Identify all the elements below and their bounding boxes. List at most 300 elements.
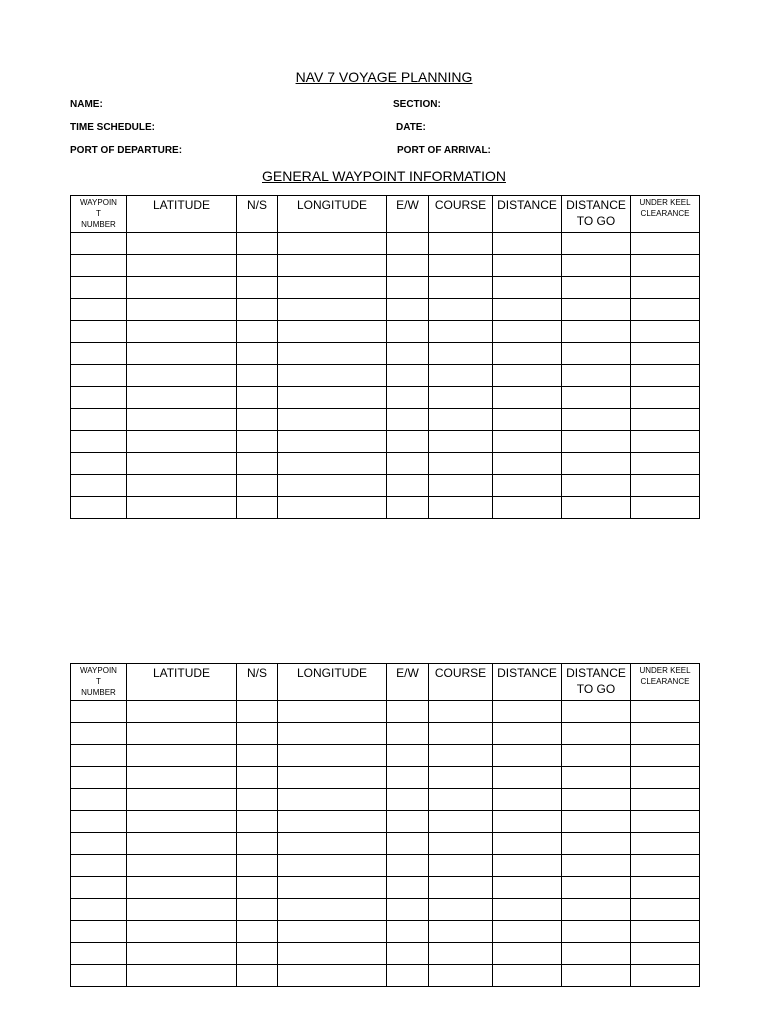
table-cell[interactable] xyxy=(631,255,700,277)
table-cell[interactable] xyxy=(237,965,278,987)
table-row xyxy=(71,277,700,299)
table-cell[interactable] xyxy=(493,431,562,453)
table-cell[interactable] xyxy=(562,365,631,387)
table-cell[interactable] xyxy=(387,365,429,387)
table-cell[interactable] xyxy=(71,365,127,387)
table-cell[interactable] xyxy=(631,701,700,723)
table-cell[interactable] xyxy=(387,475,429,497)
table-cell[interactable] xyxy=(562,855,631,877)
table-cell[interactable] xyxy=(71,811,127,833)
table-row xyxy=(71,943,700,965)
table-cell[interactable] xyxy=(71,299,127,321)
table-cell[interactable] xyxy=(493,701,562,723)
table-cell[interactable] xyxy=(429,877,493,899)
table-cell[interactable] xyxy=(278,767,387,789)
table-cell[interactable] xyxy=(71,965,127,987)
table-cell[interactable] xyxy=(71,723,127,745)
table-cell[interactable] xyxy=(387,233,429,255)
column-header-line: TO GO xyxy=(576,682,616,696)
table-cell[interactable] xyxy=(237,233,278,255)
table-row xyxy=(71,833,700,855)
table-cell[interactable] xyxy=(387,899,429,921)
table-cell[interactable] xyxy=(387,833,429,855)
table-cell[interactable] xyxy=(278,431,387,453)
table-cell[interactable] xyxy=(429,233,493,255)
column-header xyxy=(71,664,127,701)
table-cell[interactable] xyxy=(429,299,493,321)
column-header-line: UNDER KEEL xyxy=(639,666,691,675)
table-cell[interactable] xyxy=(387,877,429,899)
table-cell[interactable] xyxy=(127,497,237,519)
table-cell[interactable] xyxy=(429,965,493,987)
table-cell[interactable] xyxy=(493,811,562,833)
table-cell[interactable] xyxy=(127,965,237,987)
table-cell[interactable] xyxy=(71,277,127,299)
table-cell[interactable] xyxy=(237,701,278,723)
table-cell[interactable] xyxy=(429,453,493,475)
table-row xyxy=(71,343,700,365)
table-cell[interactable] xyxy=(71,899,127,921)
table-cell[interactable] xyxy=(278,855,387,877)
table-cell[interactable] xyxy=(127,811,237,833)
table-cell[interactable] xyxy=(237,299,278,321)
table-cell[interactable] xyxy=(429,431,493,453)
table-cell[interactable] xyxy=(631,343,700,365)
table-cell[interactable] xyxy=(387,811,429,833)
table-cell[interactable] xyxy=(429,833,493,855)
table-cell[interactable] xyxy=(127,277,237,299)
table-cell[interactable] xyxy=(562,723,631,745)
table-cell[interactable] xyxy=(562,475,631,497)
table-cell[interactable] xyxy=(237,387,278,409)
column-header xyxy=(278,196,387,233)
table-cell[interactable] xyxy=(127,255,237,277)
table-cell[interactable] xyxy=(237,921,278,943)
table-cell[interactable] xyxy=(237,343,278,365)
table-cell[interactable] xyxy=(562,453,631,475)
table-cell[interactable] xyxy=(237,899,278,921)
table-cell[interactable] xyxy=(278,745,387,767)
table-row xyxy=(71,767,700,789)
table-cell[interactable] xyxy=(237,811,278,833)
table-body xyxy=(71,233,700,519)
table-cell[interactable] xyxy=(237,321,278,343)
table-cell[interactable] xyxy=(429,899,493,921)
table-cell[interactable] xyxy=(237,767,278,789)
column-header xyxy=(127,664,237,701)
table-cell[interactable] xyxy=(631,943,700,965)
table-cell[interactable] xyxy=(71,877,127,899)
table-cell[interactable] xyxy=(493,299,562,321)
column-header-line: T xyxy=(96,677,101,686)
table-cell[interactable] xyxy=(493,723,562,745)
table-cell[interactable] xyxy=(237,277,278,299)
table-cell[interactable] xyxy=(429,255,493,277)
column-header xyxy=(237,196,278,233)
table-cell[interactable] xyxy=(127,877,237,899)
table-cell[interactable] xyxy=(631,855,700,877)
column-header-line: E/W xyxy=(396,198,419,212)
waypoint-table-1 xyxy=(70,195,700,519)
table-cell[interactable] xyxy=(127,343,237,365)
table-cell[interactable] xyxy=(631,811,700,833)
column-header xyxy=(429,664,493,701)
table-cell[interactable] xyxy=(429,811,493,833)
table-row xyxy=(71,855,700,877)
table-cell[interactable] xyxy=(278,277,387,299)
table-cell[interactable] xyxy=(278,877,387,899)
table-cell[interactable] xyxy=(631,409,700,431)
table-cell[interactable] xyxy=(631,431,700,453)
table-cell[interactable] xyxy=(278,497,387,519)
table-cell[interactable] xyxy=(127,365,237,387)
table-cell[interactable] xyxy=(127,921,237,943)
column-header xyxy=(429,196,493,233)
table-cell[interactable] xyxy=(631,387,700,409)
table-cell[interactable] xyxy=(429,475,493,497)
table-cell[interactable] xyxy=(562,965,631,987)
table-cell[interactable] xyxy=(71,497,127,519)
table-cell[interactable] xyxy=(127,387,237,409)
table-cell[interactable] xyxy=(387,409,429,431)
table-cell[interactable] xyxy=(429,321,493,343)
table-cell[interactable] xyxy=(127,899,237,921)
table-row xyxy=(71,723,700,745)
column-header-line: LATITUDE xyxy=(152,666,211,680)
column-header xyxy=(631,664,700,701)
table-cell[interactable] xyxy=(127,453,237,475)
table-cell[interactable] xyxy=(278,965,387,987)
table-cell[interactable] xyxy=(562,255,631,277)
table-cell[interactable] xyxy=(387,343,429,365)
table-row xyxy=(71,701,700,723)
table-cell[interactable] xyxy=(631,233,700,255)
table-cell[interactable] xyxy=(493,877,562,899)
section-title: GENERAL WAYPOINT INFORMATION xyxy=(262,168,506,184)
table-row xyxy=(71,431,700,453)
table-cell[interactable] xyxy=(278,409,387,431)
section-label: SECTION: xyxy=(393,99,441,110)
column-header xyxy=(562,196,631,233)
table-cell[interactable] xyxy=(493,475,562,497)
table-cell[interactable] xyxy=(493,899,562,921)
table-cell[interactable] xyxy=(562,387,631,409)
table-cell[interactable] xyxy=(127,943,237,965)
table-cell[interactable] xyxy=(278,233,387,255)
table-cell[interactable] xyxy=(429,921,493,943)
table-cell[interactable] xyxy=(71,701,127,723)
table-cell[interactable] xyxy=(429,943,493,965)
table-cell[interactable] xyxy=(278,255,387,277)
table-cell[interactable] xyxy=(237,877,278,899)
table-cell[interactable] xyxy=(493,365,562,387)
table-row xyxy=(71,789,700,811)
table-row xyxy=(71,255,700,277)
table-cell[interactable] xyxy=(71,855,127,877)
table-cell[interactable] xyxy=(278,833,387,855)
table-cell[interactable] xyxy=(71,745,127,767)
table-row xyxy=(71,365,700,387)
table-cell[interactable] xyxy=(562,921,631,943)
table-cell[interactable] xyxy=(71,453,127,475)
table-cell[interactable] xyxy=(631,723,700,745)
table-cell[interactable] xyxy=(562,321,631,343)
table-cell[interactable] xyxy=(493,497,562,519)
table-cell[interactable] xyxy=(631,453,700,475)
table-row xyxy=(71,899,700,921)
table-cell[interactable] xyxy=(631,789,700,811)
table-cell[interactable] xyxy=(387,921,429,943)
table-cell[interactable] xyxy=(429,745,493,767)
table-cell[interactable] xyxy=(631,899,700,921)
table-cell[interactable] xyxy=(237,365,278,387)
table-cell[interactable] xyxy=(429,387,493,409)
table-cell[interactable] xyxy=(237,855,278,877)
table-cell[interactable] xyxy=(387,387,429,409)
table-cell[interactable] xyxy=(387,277,429,299)
table-cell[interactable] xyxy=(278,811,387,833)
table-cell[interactable] xyxy=(493,789,562,811)
table-cell[interactable] xyxy=(631,965,700,987)
table-cell[interactable] xyxy=(387,321,429,343)
waypoint-table-2 xyxy=(70,663,700,987)
table-cell[interactable] xyxy=(387,855,429,877)
table-cell[interactable] xyxy=(631,833,700,855)
table-cell[interactable] xyxy=(631,299,700,321)
table-cell[interactable] xyxy=(429,701,493,723)
table-cell[interactable] xyxy=(237,475,278,497)
column-header-line: CLEARANCE xyxy=(640,209,690,218)
table-cell[interactable] xyxy=(237,431,278,453)
table-cell[interactable] xyxy=(71,387,127,409)
column-header xyxy=(387,196,429,233)
table-header-row xyxy=(71,196,700,233)
table-cell[interactable] xyxy=(237,497,278,519)
table-cell[interactable] xyxy=(631,745,700,767)
table-row xyxy=(71,299,700,321)
table-cell[interactable] xyxy=(237,453,278,475)
table-cell[interactable] xyxy=(387,497,429,519)
table-cell[interactable] xyxy=(71,789,127,811)
table-cell[interactable] xyxy=(71,255,127,277)
table-cell[interactable] xyxy=(562,299,631,321)
table-cell[interactable] xyxy=(127,701,237,723)
port-of-arrival-label: PORT OF ARRIVAL: xyxy=(397,145,491,156)
table-row xyxy=(71,387,700,409)
table-cell[interactable] xyxy=(429,723,493,745)
column-header-line: UNDER KEEL xyxy=(639,198,691,207)
column-header-line: LATITUDE xyxy=(152,198,211,212)
table-cell[interactable] xyxy=(493,943,562,965)
table-cell[interactable] xyxy=(237,255,278,277)
table-cell[interactable] xyxy=(631,921,700,943)
table-cell[interactable] xyxy=(387,965,429,987)
table-row xyxy=(71,409,700,431)
table-cell[interactable] xyxy=(562,343,631,365)
document-title: NAV 7 VOYAGE PLANNING xyxy=(295,69,473,85)
table-cell[interactable] xyxy=(127,789,237,811)
column-header-line: WAYPOIN xyxy=(80,198,117,207)
table-cell[interactable] xyxy=(562,701,631,723)
table-cell[interactable] xyxy=(387,767,429,789)
table-cell[interactable] xyxy=(127,475,237,497)
table-row xyxy=(71,811,700,833)
table-row xyxy=(71,745,700,767)
date-label: DATE: xyxy=(396,122,426,133)
table-row xyxy=(71,877,700,899)
table-cell[interactable] xyxy=(631,365,700,387)
table-cell[interactable] xyxy=(71,943,127,965)
table-cell[interactable] xyxy=(278,723,387,745)
column-header-line: DISTANCE xyxy=(497,198,557,212)
table-cell[interactable] xyxy=(387,255,429,277)
table-cell[interactable] xyxy=(127,431,237,453)
port-of-departure-label: PORT OF DEPARTURE: xyxy=(70,145,183,156)
table-cell[interactable] xyxy=(562,745,631,767)
table-cell[interactable] xyxy=(562,277,631,299)
table-cell[interactable] xyxy=(278,365,387,387)
table-cell[interactable] xyxy=(493,453,562,475)
table-cell[interactable] xyxy=(493,965,562,987)
table-cell[interactable] xyxy=(278,299,387,321)
table-cell[interactable] xyxy=(493,833,562,855)
table-cell[interactable] xyxy=(278,921,387,943)
table-cell[interactable] xyxy=(127,409,237,431)
table-body xyxy=(71,701,700,987)
table-cell[interactable] xyxy=(387,723,429,745)
table-cell[interactable] xyxy=(429,855,493,877)
table-cell[interactable] xyxy=(127,299,237,321)
table-cell[interactable] xyxy=(429,277,493,299)
table-cell[interactable] xyxy=(562,497,631,519)
table-cell[interactable] xyxy=(278,943,387,965)
table-cell[interactable] xyxy=(429,497,493,519)
table-cell[interactable] xyxy=(493,767,562,789)
column-header-line: DISTANCE xyxy=(566,666,626,680)
table-cell[interactable] xyxy=(237,833,278,855)
table-cell[interactable] xyxy=(387,745,429,767)
table-cell[interactable] xyxy=(631,767,700,789)
table-cell[interactable] xyxy=(387,431,429,453)
table-cell[interactable] xyxy=(562,767,631,789)
table-cell[interactable] xyxy=(278,343,387,365)
table-cell[interactable] xyxy=(631,497,700,519)
table-cell[interactable] xyxy=(127,855,237,877)
table-cell[interactable] xyxy=(429,789,493,811)
column-header xyxy=(71,196,127,233)
table-cell[interactable] xyxy=(631,877,700,899)
table-cell[interactable] xyxy=(127,745,237,767)
table-cell[interactable] xyxy=(237,943,278,965)
table-cell[interactable] xyxy=(237,723,278,745)
column-header xyxy=(387,664,429,701)
column-header xyxy=(127,196,237,233)
table-cell[interactable] xyxy=(71,833,127,855)
column-header-line: T xyxy=(96,209,101,218)
table-cell[interactable] xyxy=(493,343,562,365)
table-cell[interactable] xyxy=(429,767,493,789)
column-header-line: LONGITUDE xyxy=(296,198,367,212)
table-cell[interactable] xyxy=(387,789,429,811)
table-cell[interactable] xyxy=(71,921,127,943)
table-cell[interactable] xyxy=(71,321,127,343)
table-cell[interactable] xyxy=(429,343,493,365)
column-header-line: COURSE xyxy=(434,198,487,212)
table-cell[interactable] xyxy=(278,453,387,475)
table-cell[interactable] xyxy=(127,723,237,745)
table-cell[interactable] xyxy=(493,277,562,299)
table-cell[interactable] xyxy=(127,233,237,255)
table-cell[interactable] xyxy=(237,789,278,811)
table-cell[interactable] xyxy=(127,321,237,343)
table-cell[interactable] xyxy=(278,701,387,723)
table-cell[interactable] xyxy=(493,855,562,877)
column-header-line: WAYPOIN xyxy=(80,666,117,675)
column-header xyxy=(493,664,562,701)
table-cell[interactable] xyxy=(493,255,562,277)
table-cell[interactable] xyxy=(562,943,631,965)
table-cell[interactable] xyxy=(71,431,127,453)
table-cell[interactable] xyxy=(278,475,387,497)
table-cell[interactable] xyxy=(127,767,237,789)
table-cell[interactable] xyxy=(631,475,700,497)
table-cell[interactable] xyxy=(631,277,700,299)
table-row xyxy=(71,965,700,987)
table-cell[interactable] xyxy=(429,365,493,387)
column-header xyxy=(631,196,700,233)
table-cell[interactable] xyxy=(562,233,631,255)
table-cell[interactable] xyxy=(71,233,127,255)
table-cell[interactable] xyxy=(562,789,631,811)
table-cell[interactable] xyxy=(562,833,631,855)
table-cell[interactable] xyxy=(278,321,387,343)
table-cell[interactable] xyxy=(631,321,700,343)
table-cell[interactable] xyxy=(562,409,631,431)
table-cell[interactable] xyxy=(562,877,631,899)
column-header-line: LONGITUDE xyxy=(296,666,367,680)
table-cell[interactable] xyxy=(562,431,631,453)
table-cell[interactable] xyxy=(387,299,429,321)
table-cell[interactable] xyxy=(562,811,631,833)
table-cell[interactable] xyxy=(493,409,562,431)
column-header-line: NUMBER xyxy=(81,688,116,697)
table-cell[interactable] xyxy=(71,767,127,789)
table-cell[interactable] xyxy=(237,745,278,767)
table-cell[interactable] xyxy=(493,321,562,343)
table-cell[interactable] xyxy=(71,409,127,431)
table-cell[interactable] xyxy=(71,475,127,497)
table-cell[interactable] xyxy=(429,409,493,431)
name-label: NAME: xyxy=(70,99,103,110)
table-cell[interactable] xyxy=(493,387,562,409)
column-header xyxy=(278,664,387,701)
table-cell[interactable] xyxy=(493,921,562,943)
table-cell[interactable] xyxy=(278,789,387,811)
table-cell[interactable] xyxy=(71,343,127,365)
table-cell[interactable] xyxy=(127,833,237,855)
table-cell[interactable] xyxy=(493,233,562,255)
table-cell[interactable] xyxy=(237,409,278,431)
column-header-line: COURSE xyxy=(434,666,487,680)
table-cell[interactable] xyxy=(387,453,429,475)
table-cell[interactable] xyxy=(278,387,387,409)
table-cell[interactable] xyxy=(387,701,429,723)
table-cell[interactable] xyxy=(562,899,631,921)
column-header-line: N/S xyxy=(246,198,267,212)
table-cell[interactable] xyxy=(493,745,562,767)
table-cell[interactable] xyxy=(278,899,387,921)
table-cell[interactable] xyxy=(387,943,429,965)
